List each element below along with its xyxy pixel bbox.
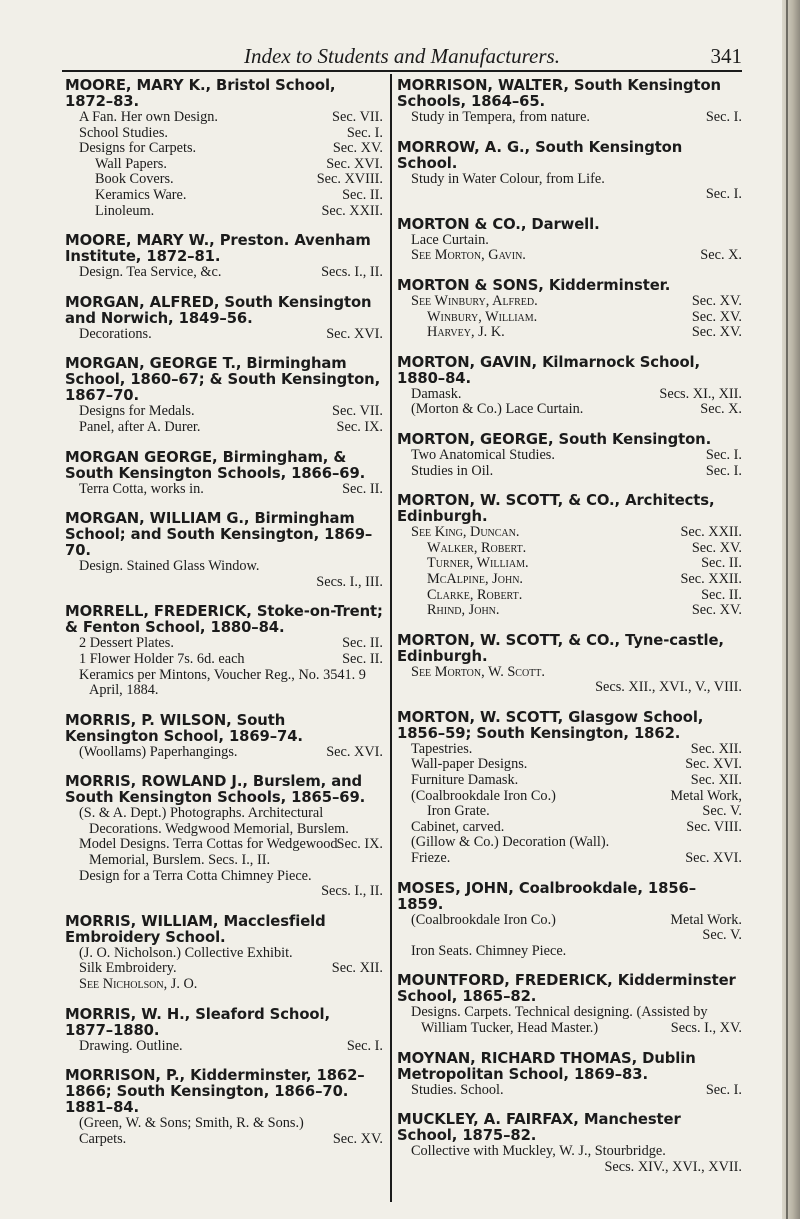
entry-heading: MORGAN, ALFRED, South Kensington and Norwich, 1849–56. [65, 293, 372, 327]
entry-heading: MORTON, W. SCOTT, Glasgow School, 1856–59; South Kensington, 1862. [397, 708, 704, 742]
entry-line [65, 265, 383, 281]
entry-text: (Coalbrookdale Iron Co.) [411, 911, 556, 928]
entry-text: Clarke, Robert. [427, 586, 523, 603]
entry-text: See Nicholson, J. O. [79, 976, 198, 993]
entry-text: Walker, Robert. [427, 539, 527, 556]
index-entry [397, 217, 742, 264]
section-ref: Secs. I., XV. [670, 1020, 742, 1036]
section-ref: Sec. X. [700, 247, 742, 264]
entry-text: Panel, after A. Durer. [79, 418, 201, 435]
entry-line [65, 204, 383, 220]
section-ref: Sec. I. [705, 186, 742, 203]
entry-line [397, 172, 742, 188]
section-ref: Sec. II. [342, 635, 383, 652]
entry-heading: MOYNAN, RICHARD THOMAS, Dublin Metropolitan School, 1869–83. [397, 1049, 696, 1083]
entry-line [397, 248, 742, 264]
entry-text: See Morton, Gavin. [411, 247, 526, 264]
index-entry [397, 1051, 742, 1099]
entry-line [397, 448, 742, 464]
index-entry [65, 450, 383, 498]
entry-line [397, 464, 742, 480]
entry-line [397, 387, 742, 403]
entry-heading: MORRISON, P., Kidderminster, 1862–1866; South Kensington, 1866–70. 1881–84. [65, 1067, 365, 1117]
section-ref: Sec. XII. [690, 772, 742, 789]
entry-line [397, 233, 742, 249]
entry-heading: MOSES, JOHN, Coalbrookdale, 1856–1859. [397, 879, 697, 913]
entry-line [397, 541, 742, 557]
entry-heading: MORTON & SONS, Kidderminster. [397, 276, 671, 294]
section-ref: Sec. I. [705, 462, 742, 479]
index-entry [397, 278, 742, 341]
entry-text: Harvey, J. K. [427, 324, 505, 341]
entry-heading: MORTON, GAVIN, Kilmarnock School, 1880–84. [397, 353, 701, 387]
entry-heading: MOORE, MARY K., Bristol School, 1872–83. [65, 77, 336, 110]
right-column [397, 78, 742, 1175]
entry-text: Wall-paper Designs. [411, 756, 528, 773]
section-ref: Sec. X. [700, 401, 742, 418]
entry-line [65, 1132, 383, 1148]
entry-line [65, 1116, 383, 1132]
entry-heading: MORGAN, WILLIAM G., Birmingham School; and South Kensington, 1869–70. [65, 510, 373, 560]
entry-heading: MOORE, MARY W., Preston. Avenham Institute, 1872–81. [65, 232, 371, 266]
entry-line [397, 1005, 742, 1036]
index-entry [397, 78, 742, 126]
entry-text: See Winbury, Alfred. [411, 292, 538, 309]
entry-heading: MORRELL, FREDERICK, Stoke-on-Trent; & Fenton School, 1880–84. [65, 603, 383, 637]
section-ref: Sec. XV. [332, 1130, 383, 1147]
entry-line [65, 559, 383, 575]
entry-heading: MORTON, W. SCOTT, & CO., Tyne-castle, Edinburgh. [397, 631, 724, 665]
entry-heading: MOUNTFORD, FREDERICK, Kidderminster School, 1865–82. [397, 972, 736, 1006]
entry-text: Carpets. [79, 1130, 127, 1147]
entry-text: Designs. Carpets. Technical designing. (Assisted by William Tucker, Head Master.) [411, 1004, 708, 1036]
index-entry [397, 633, 742, 696]
index-entry [397, 493, 742, 619]
entry-text: (S. & A. Dept.) Photographs. Architectural Decorations. Wedgwood Memorial, Burslem. [79, 805, 349, 837]
entry-heading: MORRIS, W. H., Sleaford School, 1877–1880. [65, 1005, 330, 1039]
section-ref: Sec. I. [705, 446, 742, 463]
entry-text: Book Covers. [95, 171, 174, 188]
entry-heading: MUCKLEY, A. FAIRFAX, Manchester School, 1875–82. [397, 1111, 681, 1145]
section-ref: Sec. XXII. [680, 524, 742, 541]
entry-line [65, 961, 383, 977]
entry-heading: MORTON & CO., Darwell. [397, 215, 600, 233]
entry-text: Iron Seats. Chimney Piece. [411, 942, 567, 959]
entry-line [397, 851, 742, 867]
entry-line [397, 402, 742, 418]
index-entry [65, 713, 383, 761]
index-entry [397, 432, 742, 479]
entry-heading: MORRIS, WILLIAM, Macclesfield Embroidery School. [65, 912, 326, 946]
entry-line [65, 404, 383, 420]
entry-line [397, 110, 742, 126]
entry-text: Winbury, William. [427, 308, 538, 325]
section-ref: Secs. XII., XVI., V., VIII. [595, 679, 742, 696]
entry-text: (J. O. Nicholson.) Collective Exhibit. [79, 944, 293, 961]
entry-heading: MORTON, W. SCOTT, & CO., Architects, Edinburgh. [397, 492, 715, 526]
entry-text: (Woollams) Paperhangings. [79, 743, 238, 760]
entry-text: Decorations. [79, 325, 152, 342]
section-ref: Sec. VII. [332, 403, 383, 420]
entry-line [397, 588, 742, 604]
entry-text: See King, Duncan. [411, 524, 520, 541]
entry-text: Studies in Oil. [411, 462, 494, 479]
entry-line [65, 1039, 383, 1055]
section-ref: Sec. V. [702, 927, 742, 944]
entry-text: Design. Tea Service, &c. [79, 264, 222, 281]
entry-text: Lace Curtain. [411, 231, 489, 248]
entry-line [397, 525, 742, 541]
entry-text: A Fan. Her own Design. [79, 109, 218, 125]
entry-text: Terra Cotta, works in. [79, 480, 204, 497]
section-ref: Sec. I. [705, 1081, 742, 1098]
section-ref: Sec. XVI. [326, 743, 383, 760]
index-entry [65, 78, 383, 219]
section-ref: Sec. XV. [691, 308, 742, 325]
section-ref: Sec. II. [701, 586, 742, 603]
entry-text: Wall Papers. [95, 155, 167, 172]
column-divider [390, 74, 392, 1202]
entry-heading: MORGAN GEORGE, Birmingham, & South Kensington Schools, 1866–69. [65, 448, 366, 482]
section-ref: Sec. II. [342, 650, 383, 667]
entry-text: 2 Dessert Plates. [79, 635, 174, 652]
section-ref: Sec. IX. [336, 418, 383, 435]
entry-heading: MORROW, A. G., South Kensington School. [397, 138, 683, 172]
entry-text: Designs for Medals. [79, 403, 195, 420]
entry-line [397, 773, 742, 789]
entry-line [65, 126, 383, 142]
entry-heading: MORRIS, P. WILSON, South Kensington School, 1869–74. [65, 711, 303, 745]
section-ref: Sec. XVI. [685, 756, 742, 773]
entry-text: (Green, W. & Sons; Smith, R. & Sons.) [79, 1115, 304, 1132]
entry-line [65, 745, 383, 761]
section-ref: Secs. I., II. [321, 264, 383, 281]
entry-text: (Morton & Co.) Lace Curtain. [411, 401, 584, 418]
index-entry [397, 881, 742, 960]
entry-line [397, 820, 742, 836]
section-ref: Sec. XII. [690, 740, 742, 757]
running-title: Index to Students and Manufacturers. [244, 44, 560, 68]
header-rule [62, 70, 742, 72]
book-spine-edge [782, 0, 800, 1219]
entry-text: Study in Tempera, from nature. [411, 109, 590, 125]
section-ref: Secs. XI., XII. [659, 385, 742, 402]
entry-line [397, 310, 742, 326]
section-ref: Sec. XXII. [680, 570, 742, 587]
entry-text: (Coalbrookdale Iron Co.) [411, 787, 556, 804]
entry-text: Study in Water Colour, from Life. [411, 170, 605, 187]
section-ref: Sec. VII. [332, 109, 383, 125]
section-ref: Metal Work, [670, 787, 742, 804]
page-header [62, 44, 742, 70]
section-ref: Sec. XVI. [326, 325, 383, 342]
index-entry [65, 233, 383, 281]
entry-line [397, 913, 742, 929]
entry-line [65, 141, 383, 157]
index-entry [65, 1007, 383, 1055]
entry-heading: MORRISON, WALTER, South Kensington Schools, 1864–65. [397, 77, 721, 110]
entry-heading: MORRIS, ROWLAND J., Burslem, and South Kensington Schools, 1865–69. [65, 773, 366, 807]
spine-shadow [786, 0, 788, 1219]
page-number: 341 [710, 44, 742, 68]
section-ref: Sec. XXII. [321, 202, 383, 219]
section-ref: Sec. XV. [691, 292, 742, 309]
entry-line [397, 556, 742, 572]
section-ref: Sec. IX. [336, 836, 383, 853]
index-entry [65, 1068, 383, 1147]
entry-line [65, 172, 383, 188]
entry-heading: MORTON, GEORGE, South Kensington. [397, 430, 712, 448]
entry-text: Damask. [411, 385, 462, 402]
entry-text: Turner, William. [427, 555, 529, 572]
entry-line [397, 665, 742, 681]
entry-text: (Gillow & Co.) Decoration (Wall). [411, 834, 610, 851]
section-ref: Sec. II. [342, 186, 383, 203]
section-ref: Sec. XII. [331, 960, 383, 977]
entry-text: Keramics Ware. [95, 186, 187, 203]
entry-line [65, 110, 383, 126]
entry-text: 1 Flower Holder 7s. 6d. each [79, 650, 245, 667]
entry-line: Model Designs. Terra Cottas for Wedgewood Memorial, Burslem. Secs. I., II. [79, 836, 338, 869]
entry-text: Collective with Muckley, W. J., Stourbridge. [411, 1143, 666, 1160]
entry-line [397, 1143, 742, 1175]
entry-line: Keramics per Mintons, Voucher Reg., No. 3541. 9 April, 1884. [79, 666, 366, 699]
entry-line [65, 188, 383, 204]
entry-line [65, 420, 383, 436]
section-ref: Sec. II. [342, 480, 383, 497]
index-entry [65, 356, 383, 435]
entry-text: Linoleum. [95, 202, 155, 219]
index-entry [65, 295, 383, 343]
entry-line [397, 835, 742, 851]
entry-text: Frieze. [411, 850, 451, 867]
section-ref: Sec. XVI. [326, 155, 383, 172]
section-ref: Sec. I. [346, 1037, 383, 1054]
section-ref: Sec. XVIII. [316, 171, 383, 188]
section-ref: Sec. I. [705, 109, 742, 125]
entry-line [397, 742, 742, 758]
section-ref: Secs. I., II. [321, 883, 383, 900]
index-entry [397, 140, 742, 203]
entry-line: Design for a Terra Cotta Chimney Piece. [79, 867, 312, 884]
entry-text: Cabinet, carved. [411, 818, 505, 835]
entry-text: Tapestries. [411, 740, 473, 757]
entry-text: School Studies. [79, 124, 168, 141]
index-entry [65, 604, 383, 698]
entry-line [65, 482, 383, 498]
index-entry [65, 511, 383, 590]
entry-text: Furniture Damask. [411, 772, 519, 789]
entry-text: See Morton, W. Scott. [411, 663, 545, 680]
entry-line [65, 157, 383, 173]
section-ref: Sec. VIII. [686, 818, 742, 835]
section-ref: Sec. XV. [691, 324, 742, 341]
entry-text: Iron Grate. [427, 803, 490, 820]
section-ref: Sec. XV. [332, 140, 383, 157]
index-entry [397, 1111, 742, 1175]
entry-line [397, 1083, 742, 1099]
section-ref: Sec. XVI. [685, 850, 742, 867]
entry-heading: MORGAN, GEORGE T., Birmingham School, 1860–67; & South Kensington, 1867–70. [65, 355, 381, 405]
index-entry [65, 774, 383, 900]
section-ref: Sec. XV. [691, 602, 742, 619]
entry-text: McAlpine, John. [427, 570, 523, 587]
entry-line [397, 572, 742, 588]
entry-text: Design. Stained Glass Window. [79, 558, 260, 575]
section-ref: Sec. V. [702, 803, 742, 820]
entry-line [397, 757, 742, 773]
entry-text: Studies. School. [411, 1081, 504, 1098]
entry-line [397, 603, 742, 619]
entry-line [65, 977, 383, 993]
entry-line [397, 294, 742, 310]
entry-line [397, 325, 742, 341]
entry-line [65, 946, 383, 962]
index-entry [397, 973, 742, 1036]
entry-text: Silk Embroidery. [79, 960, 177, 977]
entry-line [397, 804, 742, 820]
entry-text: Two Anatomical Studies. [411, 446, 555, 463]
section-ref: Secs. I., III. [316, 573, 383, 590]
section-ref: Sec. I. [346, 124, 383, 141]
index-entry [65, 914, 383, 993]
index-entry [397, 710, 742, 867]
section-ref: Sec. XV. [691, 539, 742, 556]
entry-text: Designs for Carpets. [79, 140, 197, 157]
entry-line [65, 652, 383, 668]
section-ref: Metal Work. [670, 911, 742, 928]
entry-text: Rhind, John. [427, 602, 500, 619]
section-ref: Secs. XIV., XVI., XVII. [604, 1158, 742, 1175]
left-column [65, 78, 383, 1161]
entry-line [397, 944, 742, 960]
entry-line [65, 327, 383, 343]
entry-line [65, 636, 383, 652]
index-entry [397, 355, 742, 418]
section-ref: Sec. II. [701, 555, 742, 572]
entry-line [397, 789, 742, 805]
entry-text: Drawing. Outline. [79, 1037, 183, 1054]
